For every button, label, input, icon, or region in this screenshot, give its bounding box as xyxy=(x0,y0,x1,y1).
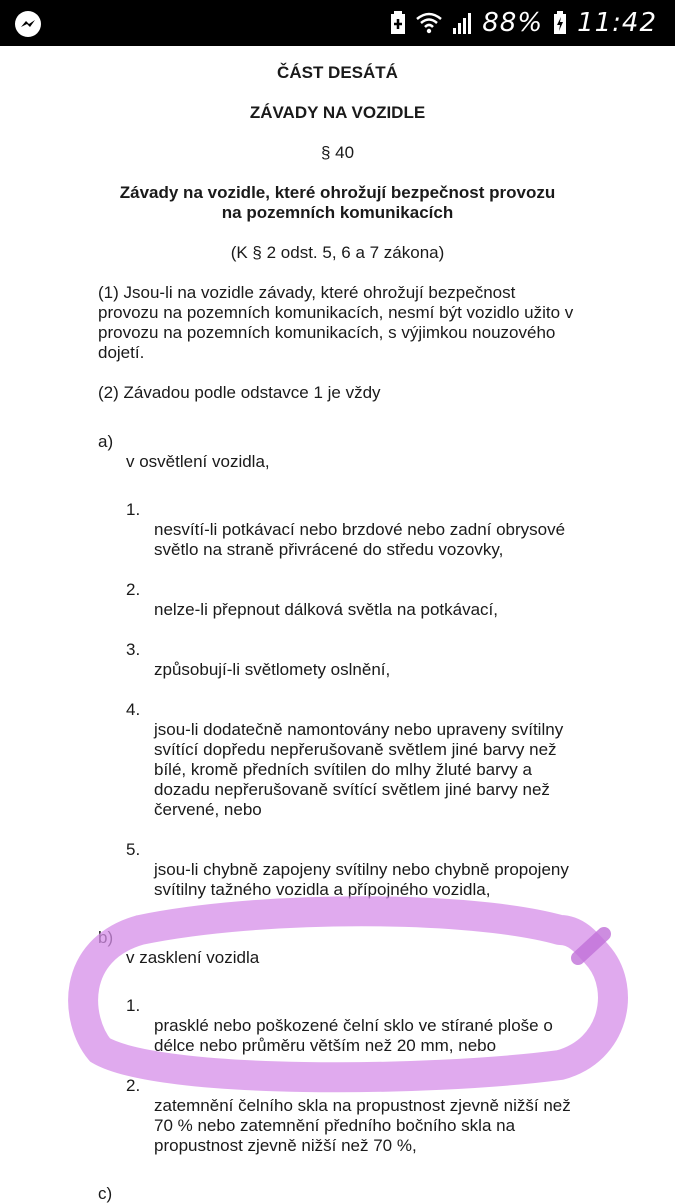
paragraph-line: (1) Jsou-li na vozidle závady, které ohrožují bezpečnost xyxy=(98,283,516,302)
list-item-b-text: v zasklení vozidla xyxy=(126,948,260,967)
highlight-tail xyxy=(578,934,604,958)
list-marker: 1. xyxy=(126,996,141,1015)
list-marker: 3. xyxy=(126,640,141,659)
list-item xyxy=(154,1096,571,1156)
list-marker: 5. xyxy=(126,840,141,859)
status-bar xyxy=(0,0,675,46)
signal-icon xyxy=(452,12,472,34)
list-item-line: propustnost zjevně nižší než 70 %, xyxy=(154,1136,417,1155)
list-item-line: jsou-li dodatečně namontovány nebo upraveny svítilny xyxy=(154,720,564,739)
list-marker: 2. xyxy=(126,580,141,599)
list-item xyxy=(154,720,563,820)
list-marker: 4. xyxy=(126,700,141,719)
section-heading-line: Závady na vozidle, které ohrožují bezpečnost provozu xyxy=(119,183,556,202)
list-item-line: nesvítí-li potkávací nebo brzdové nebo zadní obrysové xyxy=(154,520,566,539)
list-item-line: jsou-li chybně zapojeny svítilny nebo chybně propojeny xyxy=(154,860,569,879)
list-item-line: zatemnění čelního skla na propustnost zjevně nižší než xyxy=(154,1096,571,1115)
section-number: § 40 xyxy=(320,143,355,162)
list-item xyxy=(154,660,390,680)
list-marker: 1. xyxy=(126,500,141,519)
list-item-line: nelze-li přepnout dálková světla na potkávací, xyxy=(154,600,498,619)
list-item-line: červené, nebo xyxy=(154,800,262,819)
messenger-icon[interactable] xyxy=(14,10,42,38)
battery-saver-icon xyxy=(390,11,406,35)
list-item-line: svítilny tažného vozidla a přípojného vozidla, xyxy=(154,880,491,899)
part-subtitle: ZÁVADY NA VOZIDLE xyxy=(249,103,426,122)
list-item xyxy=(154,860,569,900)
list-item-line: 70 % nebo zatemnění předního bočního skla na xyxy=(154,1116,516,1135)
paragraph-line: dojetí. xyxy=(98,343,145,362)
list-item-line: způsobují-li světlomety oslnění, xyxy=(154,660,391,679)
list-marker-c: c) xyxy=(98,1184,113,1203)
list-item-line: svítící dopředu nepřerušovaně světlem jiné barvy než xyxy=(154,740,557,759)
part-title: ČÁST DESÁTÁ xyxy=(277,63,398,82)
paragraph-line: provozu na pozemních komunikacích, nesmí být vozidlo užito v xyxy=(98,303,574,322)
list-item-line: dozadu nepřerušovaně svítící světlem jiné barvy než xyxy=(154,780,550,799)
list-item-line: bílé, kromě předních svítilen do mlhy žluté barvy a xyxy=(154,760,532,779)
list-item-line: světlo na straně přivrácené do středu vozovky, xyxy=(154,540,504,559)
battery-icon xyxy=(553,11,567,35)
paragraph-1 xyxy=(98,283,618,363)
list-item-line: délce nebo průměru větším než 20 mm, nebo xyxy=(154,1036,497,1055)
list-item xyxy=(154,600,498,620)
list-marker: 2. xyxy=(126,1076,141,1095)
section-heading-line: na pozemních komunikacích xyxy=(221,203,454,222)
list-item xyxy=(154,520,565,560)
law-reference: (K § 2 odst. 5, 6 a 7 zákona) xyxy=(230,243,445,262)
paragraph-2: (2) Závadou podle odstavce 1 je vždy xyxy=(98,383,381,402)
list-marker-b: b) xyxy=(98,928,114,947)
list-item xyxy=(154,1016,553,1056)
paragraph-line: provozu na pozemních komunikacích, s výjimkou nouzového xyxy=(98,323,556,342)
clock: 11:42 xyxy=(577,8,657,38)
section-heading xyxy=(0,183,675,223)
list-item-a-text: v osvětlení vozidla, xyxy=(126,452,270,471)
wifi-icon xyxy=(416,12,442,34)
list-item-line: prasklé nebo poškozené čelní sklo ve stírané ploše o xyxy=(154,1016,553,1035)
list-marker-a: a) xyxy=(98,432,114,451)
battery-percent: 88% xyxy=(482,8,544,38)
